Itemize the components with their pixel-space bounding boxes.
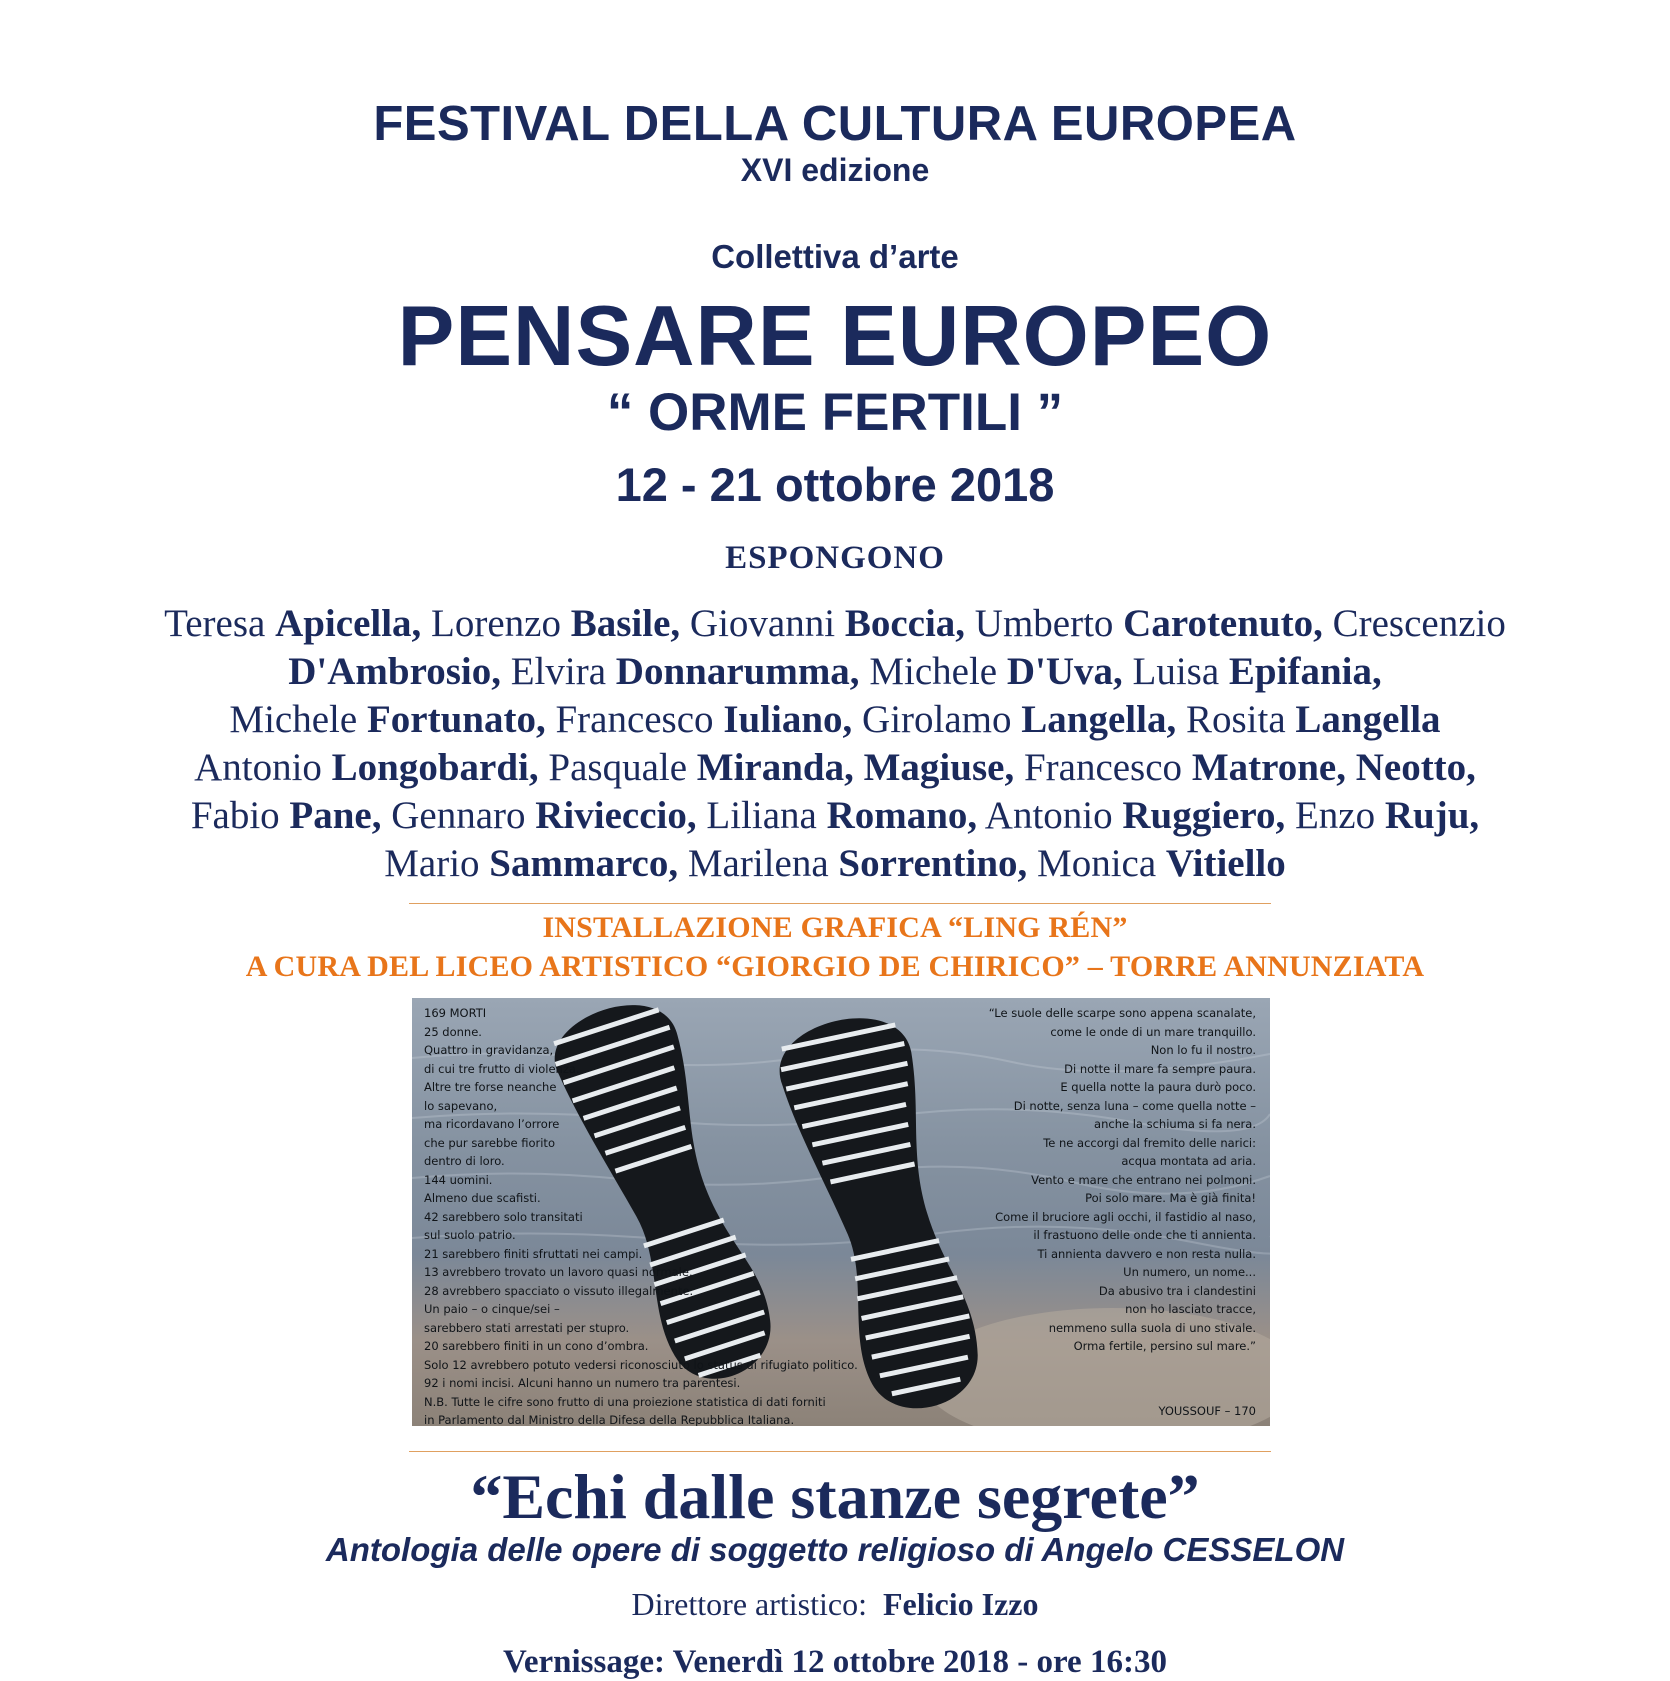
- artist-last-name: Ruggiero,: [1122, 794, 1286, 837]
- poem-line: Altre tre forse neanche: [424, 1080, 557, 1094]
- artist-line: [0, 648, 1670, 696]
- artist-last-name: Iuliano,: [723, 698, 853, 741]
- poem-signature: YOUSSOUF – 170: [1158, 1404, 1256, 1418]
- artist-name: [191, 794, 382, 837]
- artist-name: [431, 602, 680, 645]
- artist-name: [1356, 746, 1476, 789]
- artist-first-name: Enzo: [1294, 794, 1376, 837]
- artist-name: [975, 602, 1323, 645]
- poem-line: nemmeno sulla suola di uno stivale.: [1048, 1320, 1256, 1335]
- poem-right: [989, 1004, 1256, 1356]
- poem-line: Non lo fu il nostro.: [1150, 1043, 1256, 1057]
- director-label: Direttore artistico:: [631, 1586, 867, 1622]
- artist-last-name: Magiuse,: [863, 746, 1015, 789]
- artist-last-name: Longobardi,: [331, 746, 539, 789]
- artist-last-name: Neotto,: [1355, 746, 1476, 789]
- poem-line: ma ricordavano l’orrore: [424, 1117, 560, 1131]
- poem-line: come le onde di un mare tranquillo.: [1050, 1024, 1256, 1039]
- edition-label: XVI edizione: [740, 152, 930, 188]
- artist-first-name: Gennaro: [391, 794, 526, 837]
- artist-first-name: Pasquale: [548, 746, 688, 789]
- artistic-director: [0, 1586, 1670, 1623]
- poem-line: dentro di loro.: [424, 1154, 505, 1168]
- poem-line: 25 donne.: [424, 1024, 482, 1039]
- poem-line: Come il bruciore agli occhi, il fastidio al naso,: [995, 1209, 1256, 1224]
- exhibition-title: PENSARE EUROPEO: [397, 289, 1273, 384]
- poem-line: Te ne accorgi dal fremito delle narici:: [1043, 1135, 1256, 1150]
- festival-title: FESTIVAL DELLA CULTURA EUROPEA: [373, 97, 1297, 151]
- poem-line: di cui tre frutto di violenza.: [424, 1061, 580, 1076]
- poem-line: Vento e mare che entrano nei polmoni.: [1031, 1172, 1256, 1187]
- poem-line: il frastuono delle onde che ti annienta.: [1033, 1228, 1256, 1242]
- poem-line: Da abusivo tra i clandestini: [1098, 1283, 1256, 1298]
- artist-first-name: Michele: [229, 698, 358, 741]
- artist-name: [548, 746, 853, 789]
- artist-first-name: Girolamo: [862, 698, 1012, 741]
- poem-line: lo sapevano,: [424, 1098, 498, 1113]
- poem-line: 28 avrebbero spacciato o vissuto illegalmente.: [424, 1283, 694, 1298]
- poem-left: [424, 1004, 858, 1426]
- artist-name: [555, 698, 852, 741]
- exhibition-subtitle: “ ORME FERTILI ”: [606, 383, 1064, 442]
- artist-first-name: Umberto: [974, 602, 1114, 645]
- installation-title: INSTALLAZIONE GRAFICA “LING RÉN”: [542, 911, 1128, 944]
- artist-first-name: Francesco: [555, 698, 714, 741]
- poem-line: “Le suole delle scarpe sono appena scanalate,: [988, 1006, 1256, 1020]
- poem-line: 144 uomini.: [424, 1172, 493, 1187]
- exhibition-dates: 12 - 21 ottobre 2018: [615, 458, 1055, 511]
- artist-line: [0, 696, 1670, 744]
- artist-name: [229, 698, 545, 741]
- artist-first-name: Lorenzo: [431, 602, 561, 645]
- artist-last-name: Boccia,: [844, 602, 966, 645]
- poem-line: 92 i nomi incisi. Alcuni hanno un numero tra parentesi.: [424, 1376, 741, 1390]
- artist-name: [1295, 794, 1479, 837]
- artist-name: [511, 650, 860, 693]
- artist-last-name: Ruju,: [1384, 794, 1480, 837]
- poem-line: Un numero, un nome...: [1123, 1265, 1256, 1279]
- artist-name: [391, 794, 696, 837]
- artist-last-name: Sorrentino,: [838, 842, 1028, 885]
- poem-line: sarebbero stati arrestati per stupro.: [424, 1320, 630, 1335]
- artist-last-name: D'Uva,: [1006, 650, 1123, 693]
- artist-first-name: Antonio: [194, 746, 322, 789]
- artist-name: [985, 794, 1285, 837]
- poem-line: 13 avrebbero trovato un lavoro quasi normale.: [424, 1265, 693, 1279]
- divider-top: [409, 903, 1271, 904]
- poem-line: Almeno due scafisti.: [424, 1191, 541, 1205]
- artist-last-name: Sammarco,: [489, 842, 679, 885]
- divider-bottom: [409, 1451, 1271, 1452]
- artist-first-name: Elvira: [510, 650, 607, 693]
- artist-last-name: Rivieccio,: [535, 794, 697, 837]
- artist-first-name: Teresa: [164, 602, 266, 645]
- artist-line: [0, 792, 1670, 840]
- poem-line: 42 sarebbero solo transitati: [424, 1209, 583, 1224]
- artist-name: [194, 746, 539, 789]
- artist-name: [1333, 602, 1506, 645]
- artist-name: [706, 794, 977, 837]
- artist-first-name: Mario: [384, 842, 480, 885]
- artist-first-name: Giovanni: [689, 602, 836, 645]
- artist-last-name: Carotenuto,: [1123, 602, 1323, 645]
- artist-name: [384, 842, 678, 885]
- artist-name: [688, 842, 1027, 885]
- artist-first-name: Fabio: [190, 794, 280, 837]
- exhibitors-heading: ESPONGONO: [725, 540, 945, 576]
- vernissage-info: Vernissage: Venerdì 12 ottobre 2018 - ore 16:30: [503, 1644, 1167, 1680]
- installation-credit: A CURA DEL LICEO ARTISTICO “GIORGIO DE CHIRICO” – TORRE ANNUNZIATA: [245, 950, 1425, 983]
- artist-first-name: Rosita: [1185, 698, 1286, 741]
- poem-line: acqua montata ad aria.: [1121, 1154, 1256, 1168]
- poem-line: Di notte il mare fa sempre paura.: [1064, 1061, 1256, 1076]
- artist-last-name: Matrone,: [1191, 746, 1346, 789]
- artist-name: [1133, 650, 1382, 693]
- artist-first-name: Marilena: [687, 842, 829, 885]
- artist-first-name: Luisa: [1132, 650, 1220, 693]
- artist-name: [1024, 746, 1346, 789]
- secondary-title: “Echi dalle stanze segrete”: [470, 1461, 1200, 1532]
- poem-line: Poi solo mare. Ma è già finita!: [1085, 1191, 1256, 1205]
- artist-name: [1186, 698, 1441, 741]
- artist-last-name: Donnarumma,: [615, 650, 860, 693]
- poem-line: sul suolo patrio.: [424, 1228, 516, 1242]
- artist-last-name: D'Ambrosio,: [288, 650, 501, 693]
- artist-last-name: Basile,: [570, 602, 681, 645]
- artist-name: [864, 746, 1015, 789]
- collective-label: Collettiva d’arte: [711, 238, 959, 275]
- poem-line: Quattro in gravidanza,: [424, 1043, 554, 1057]
- artist-name: [288, 650, 501, 693]
- poem-line: non ho lasciato tracce,: [1125, 1302, 1256, 1316]
- artist-name: [164, 602, 421, 645]
- artist-last-name: Fortunato,: [366, 698, 546, 741]
- poem-line: anche la schiuma si fa nera.: [1094, 1117, 1256, 1131]
- artist-name: [869, 650, 1122, 693]
- artist-line: [0, 840, 1670, 888]
- artist-last-name: Langella: [1295, 698, 1441, 741]
- poem-line: 21 sarebbero finiti sfruttati nei campi.: [424, 1246, 643, 1261]
- artist-name: [1037, 842, 1286, 885]
- poem-line: Orma fertile, persino sul mare.”: [1073, 1339, 1256, 1353]
- artist-last-name: Romano,: [826, 794, 978, 837]
- artist-last-name: Miranda,: [696, 746, 854, 789]
- artist-list: [0, 600, 1670, 888]
- artist-last-name: Apicella,: [275, 602, 422, 645]
- artist-last-name: Pane,: [289, 794, 382, 837]
- artist-first-name: Liliana: [706, 794, 817, 837]
- poem-line: N.B. Tutte le cifre sono frutto di una proiezione statistica di dati forniti: [424, 1394, 826, 1409]
- poem-line: 20 sarebbero finiti in un cono d’ombra.: [424, 1339, 649, 1353]
- artist-last-name: Epifania,: [1228, 650, 1382, 693]
- artist-first-name: Crescenzio: [1332, 602, 1506, 645]
- artist-last-name: Vitiello: [1165, 842, 1286, 885]
- artist-line: [0, 744, 1670, 792]
- poem-line: 169 MORTI: [424, 1006, 487, 1020]
- poem-line: Un paio – o cinque/sei –: [424, 1302, 560, 1316]
- artist-name: [862, 698, 1176, 741]
- poem-line: in Parlamento dal Ministro della Difesa della Repubblica Italiana.: [424, 1413, 795, 1426]
- artist-line: [0, 600, 1670, 648]
- poem-line: Solo 12 avrebbero potuto vedersi riconosciuto lo status di rifugiato politico.: [424, 1357, 858, 1372]
- poem-line: Ti annienta davvero e non resta nulla.: [1037, 1246, 1256, 1261]
- secondary-subtitle: Antologia delle opere di soggetto religioso di Angelo CESSELON: [325, 1531, 1345, 1568]
- artist-first-name: Monica: [1037, 842, 1157, 885]
- artist-first-name: Michele: [869, 650, 998, 693]
- artist-first-name: Francesco: [1023, 746, 1183, 789]
- artwork-image: [412, 998, 1270, 1426]
- artist-first-name: Antonio: [984, 794, 1113, 837]
- poem-line: che pur sarebbe fiorito: [424, 1135, 555, 1150]
- director-name: Felicio Izzo: [882, 1586, 1039, 1622]
- artist-last-name: Langella,: [1021, 698, 1177, 741]
- artist-name: [690, 602, 965, 645]
- poem-line: Di notte, senza luna – come quella notte –: [1013, 1098, 1256, 1113]
- poem-line: E quella notte la paura durò poco.: [1060, 1080, 1256, 1094]
